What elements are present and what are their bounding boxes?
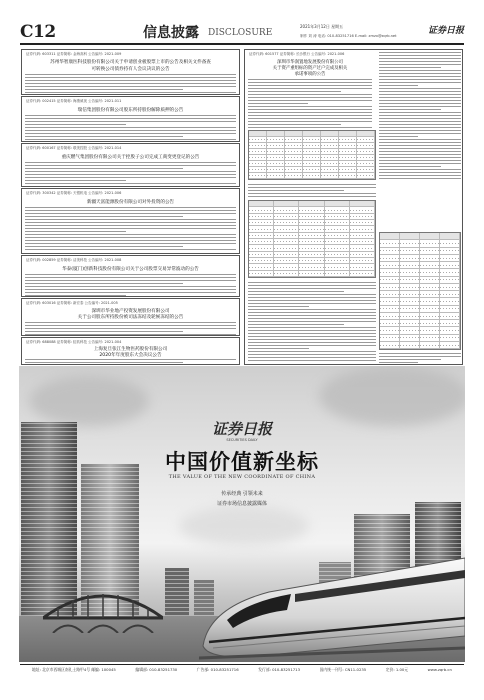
notice-card (21, 143, 240, 187)
notice-title-line3: 承诺事项的公告 (294, 72, 326, 77)
notice-card (21, 337, 240, 365)
arch-bridge (43, 578, 163, 633)
ad-slogan-line2: 证券市场信息披露媒体 (216, 501, 267, 507)
notice-card (21, 255, 240, 297)
page-footer (32, 667, 452, 675)
notice-card-large (244, 49, 463, 365)
notice-title: 华泰(厦门)创新科技股份有限公司关于公司股票交易异常波动的公告 (62, 267, 199, 272)
notice-body (25, 115, 236, 138)
notice-table (379, 232, 461, 350)
footer-price: 定价: 1.00元 (385, 667, 409, 672)
footer-rule (20, 664, 464, 665)
masthead-contact: 制作 刘 涛 电话: 010-83251716 E-mail: zmzx@zqrb.net (300, 34, 397, 38)
ad-logo-en: SECURITIES DAILY (226, 438, 258, 442)
section-title-en: DISCLOSURE (208, 28, 273, 38)
masthead-date: 2021年3月12日 星期五 (300, 24, 344, 29)
notice-body-end (379, 353, 461, 365)
notice-card (21, 96, 240, 142)
notice-title-line2: 关于资产重组标的资产过户完成及相关 (272, 66, 348, 71)
ad-headline: 中国价值新坐标 (165, 450, 319, 474)
notice-title: 瑞信集团股份有限公司股东所持股份解除质押的公告 (77, 108, 184, 113)
notice-meta: 证券代码: 600167 证券简称: 联美控股 公告编号: 2021-014 (26, 146, 122, 150)
notice-body-lower (248, 282, 376, 363)
notice-table (248, 130, 376, 180)
notice-body (25, 359, 236, 361)
notice-title: 苏州华智康医科技股份有限公司关于申请创业板股票上市的公告及相关文件备查 (50, 60, 211, 65)
notice-meta: 证券代码: 688088 证券简称: 虹软科技 公告编号: 2021-004 (26, 340, 122, 344)
high-speed-train (199, 548, 465, 662)
cloud (319, 366, 465, 426)
notice-table (248, 200, 376, 278)
notice-meta: 证券代码: 002415 证券简称: 海康威视 公告编号: 2021-011 (26, 99, 122, 103)
notice-meta: 证券代码: 601577 证券简称: 长沙银行 公告编号: 2021-006 (249, 52, 345, 56)
masthead-logo: 证券日报 (428, 26, 465, 36)
ad-subheadline: THE VALUE OF THE NEW COORDINATE OF CHINA (168, 474, 316, 480)
notice-card (21, 298, 240, 336)
section-title: 信息披露 (143, 25, 199, 41)
page-number: C12 (20, 22, 56, 42)
footer-editorial: 编辑部: 010-83251730 (135, 667, 178, 672)
footer-ads: 广告部: 010-83251716 (196, 667, 239, 672)
notice-card (21, 188, 240, 254)
notice-body (25, 274, 236, 293)
notice-body (25, 74, 236, 91)
notice-body (25, 162, 236, 183)
advertisement (19, 366, 465, 662)
cloud (179, 506, 309, 546)
footer-distribution: 发行部: 010-83251713 (258, 667, 301, 672)
footer-address: 地址: 北京市西城区南礼士路甲4号 邮编: 100045 (32, 667, 116, 672)
notice-meta: 证券代码: 300342 证券简称: 天银机电 公告编号: 2021-006 (26, 191, 122, 195)
footer-print-no: 国内统一刊号: CN11-0235 (319, 667, 367, 672)
ad-slogan: 传承经典 引领未来 (221, 491, 263, 497)
notice-title: 深圳市华业地产投资发展股份有限公司 (91, 309, 170, 314)
notice-title-line2: 可转换公司债券持有人会议决议的公告 (91, 67, 170, 72)
notice-title-line2: 关于公司股东所持股份被司法冻结及轮候冻结的公告 (77, 315, 184, 320)
right-notice-column (244, 49, 463, 365)
notice-card (21, 49, 240, 95)
footer-website: www.zqrb.cn (427, 667, 452, 672)
notice-body-side (379, 52, 461, 181)
notice-meta: 证券代码: 603016 证券简称: 新宏泰 公告编号: 2021-005 (26, 301, 118, 305)
notice-meta: 证券代码: 603311 证券简称: 金海高科 公告编号: 2021-009 (26, 52, 122, 56)
left-notice-column (21, 49, 240, 365)
notice-meta: 证券代码: 002859 证券简称: 洁美科技 公告编号: 2021-008 (26, 258, 122, 262)
page-header (0, 0, 484, 44)
notice-body (25, 322, 236, 332)
notice-body (25, 207, 236, 250)
notice-title: 上海复旦张江生物医药股份有限公司 (93, 347, 168, 352)
notice-title-line2: 2020年年度股东大会决议公告 (99, 353, 162, 358)
notice-title: 重庆燃气集团股份有限公司关于控股子公司完成工商变更登记的公告 (61, 155, 200, 160)
notice-title: 深圳市华润置地发展股份有限公司 (277, 60, 343, 65)
notice-body-mid (248, 184, 376, 199)
notice-title: 新疆天富能源股份有限公司对外投资的公告 (86, 200, 175, 205)
header-rule (20, 43, 464, 45)
ad-logo: 证券日报 (211, 420, 272, 438)
